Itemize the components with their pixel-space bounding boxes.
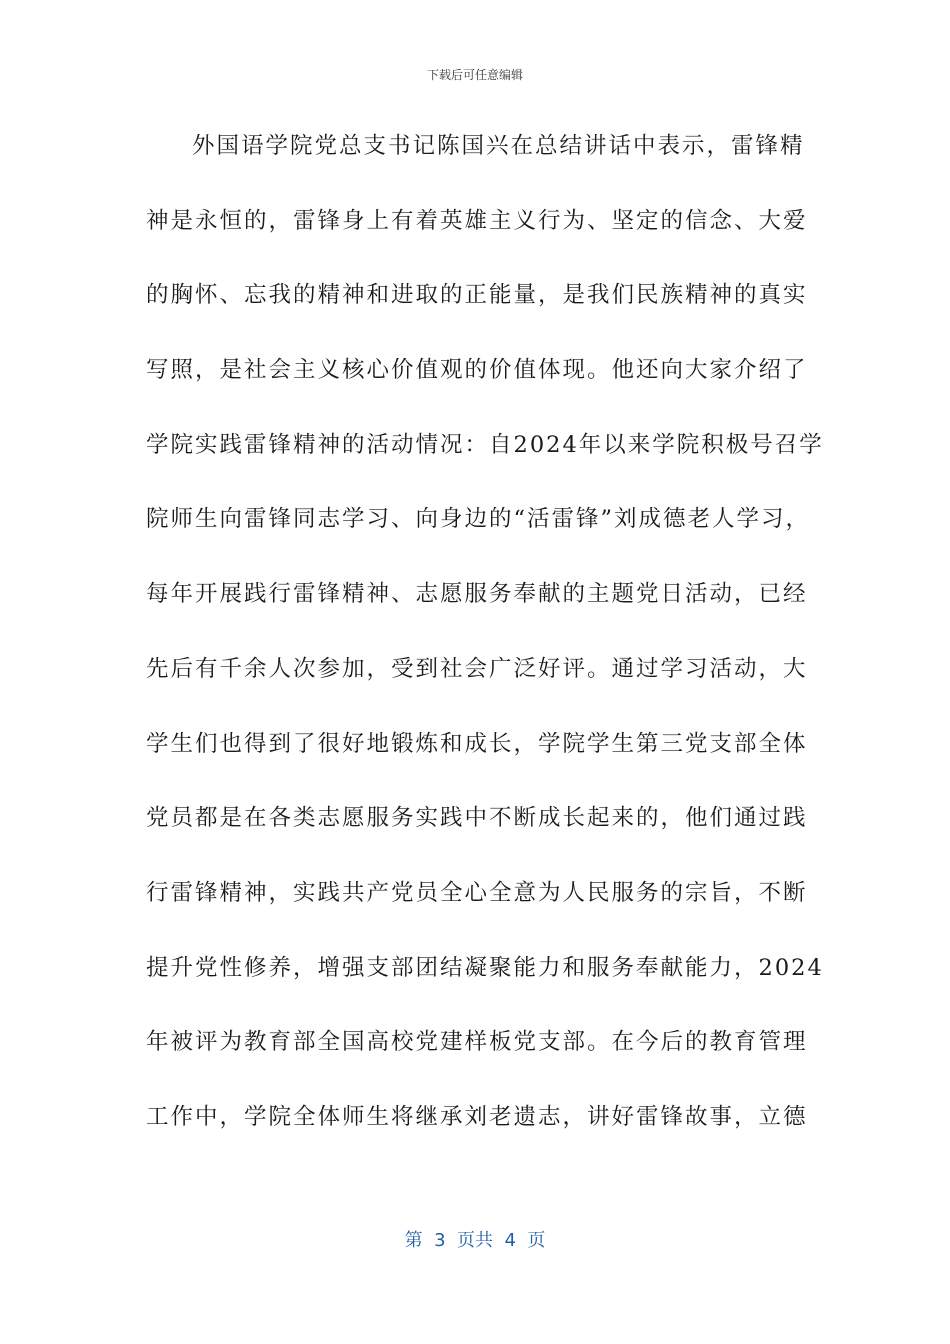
body-line: 提升党性修养，增强支部团结凝聚能力和服务奉献能力，2024 [146, 954, 824, 981]
body-line: 写照，是社会主义核心价值观的价值体现。他还向大家介绍了 [146, 357, 808, 384]
body-line: 年被评为教育部全国高校党建样板党支部。在今后的教育管理 [146, 1029, 808, 1056]
body-line: 工作中，学院全体师生将继承刘老遗志，讲好雷锋故事，立德 [146, 1103, 808, 1130]
page-footer: 第 3 页共 4 页 [404, 1230, 546, 1251]
body-line: 学院实践雷锋精神的活动情况：自2024年以来学院积极号召学 [146, 431, 824, 458]
body-line: 外国语学院党总支书记陈国兴在总结讲话中表示，雷锋精 [192, 133, 805, 159]
body-line: 先后有千余人次参加，受到社会广泛好评。通过学习活动，大 [146, 655, 808, 682]
body-line: 行雷锋精神，实践共产党员全心全意为人民服务的宗旨，不断 [146, 879, 808, 906]
page-header: 下载后可任意编辑 [426, 68, 523, 82]
body-text [146, 118, 824, 1164]
body-line: 党员都是在各类志愿服务实践中不断成长起来的，他们通过践 [146, 805, 808, 832]
body-line: 院师生向雷锋同志学习、向身边的“活雷锋”刘成德老人学习， [146, 506, 811, 533]
body-line: 的胸怀、忘我的精神和进取的正能量，是我们民族精神的真实 [146, 282, 808, 309]
body-line: 每年开展践行雷锋精神、志愿服务奉献的主题党日活动，已经 [146, 581, 808, 608]
body-line: 学生们也得到了很好地锻炼和成长，学院学生第三党支部全体 [146, 730, 808, 757]
body-line: 神是永恒的，雷锋身上有着英雄主义行为、坚定的信念、大爱 [146, 207, 808, 234]
